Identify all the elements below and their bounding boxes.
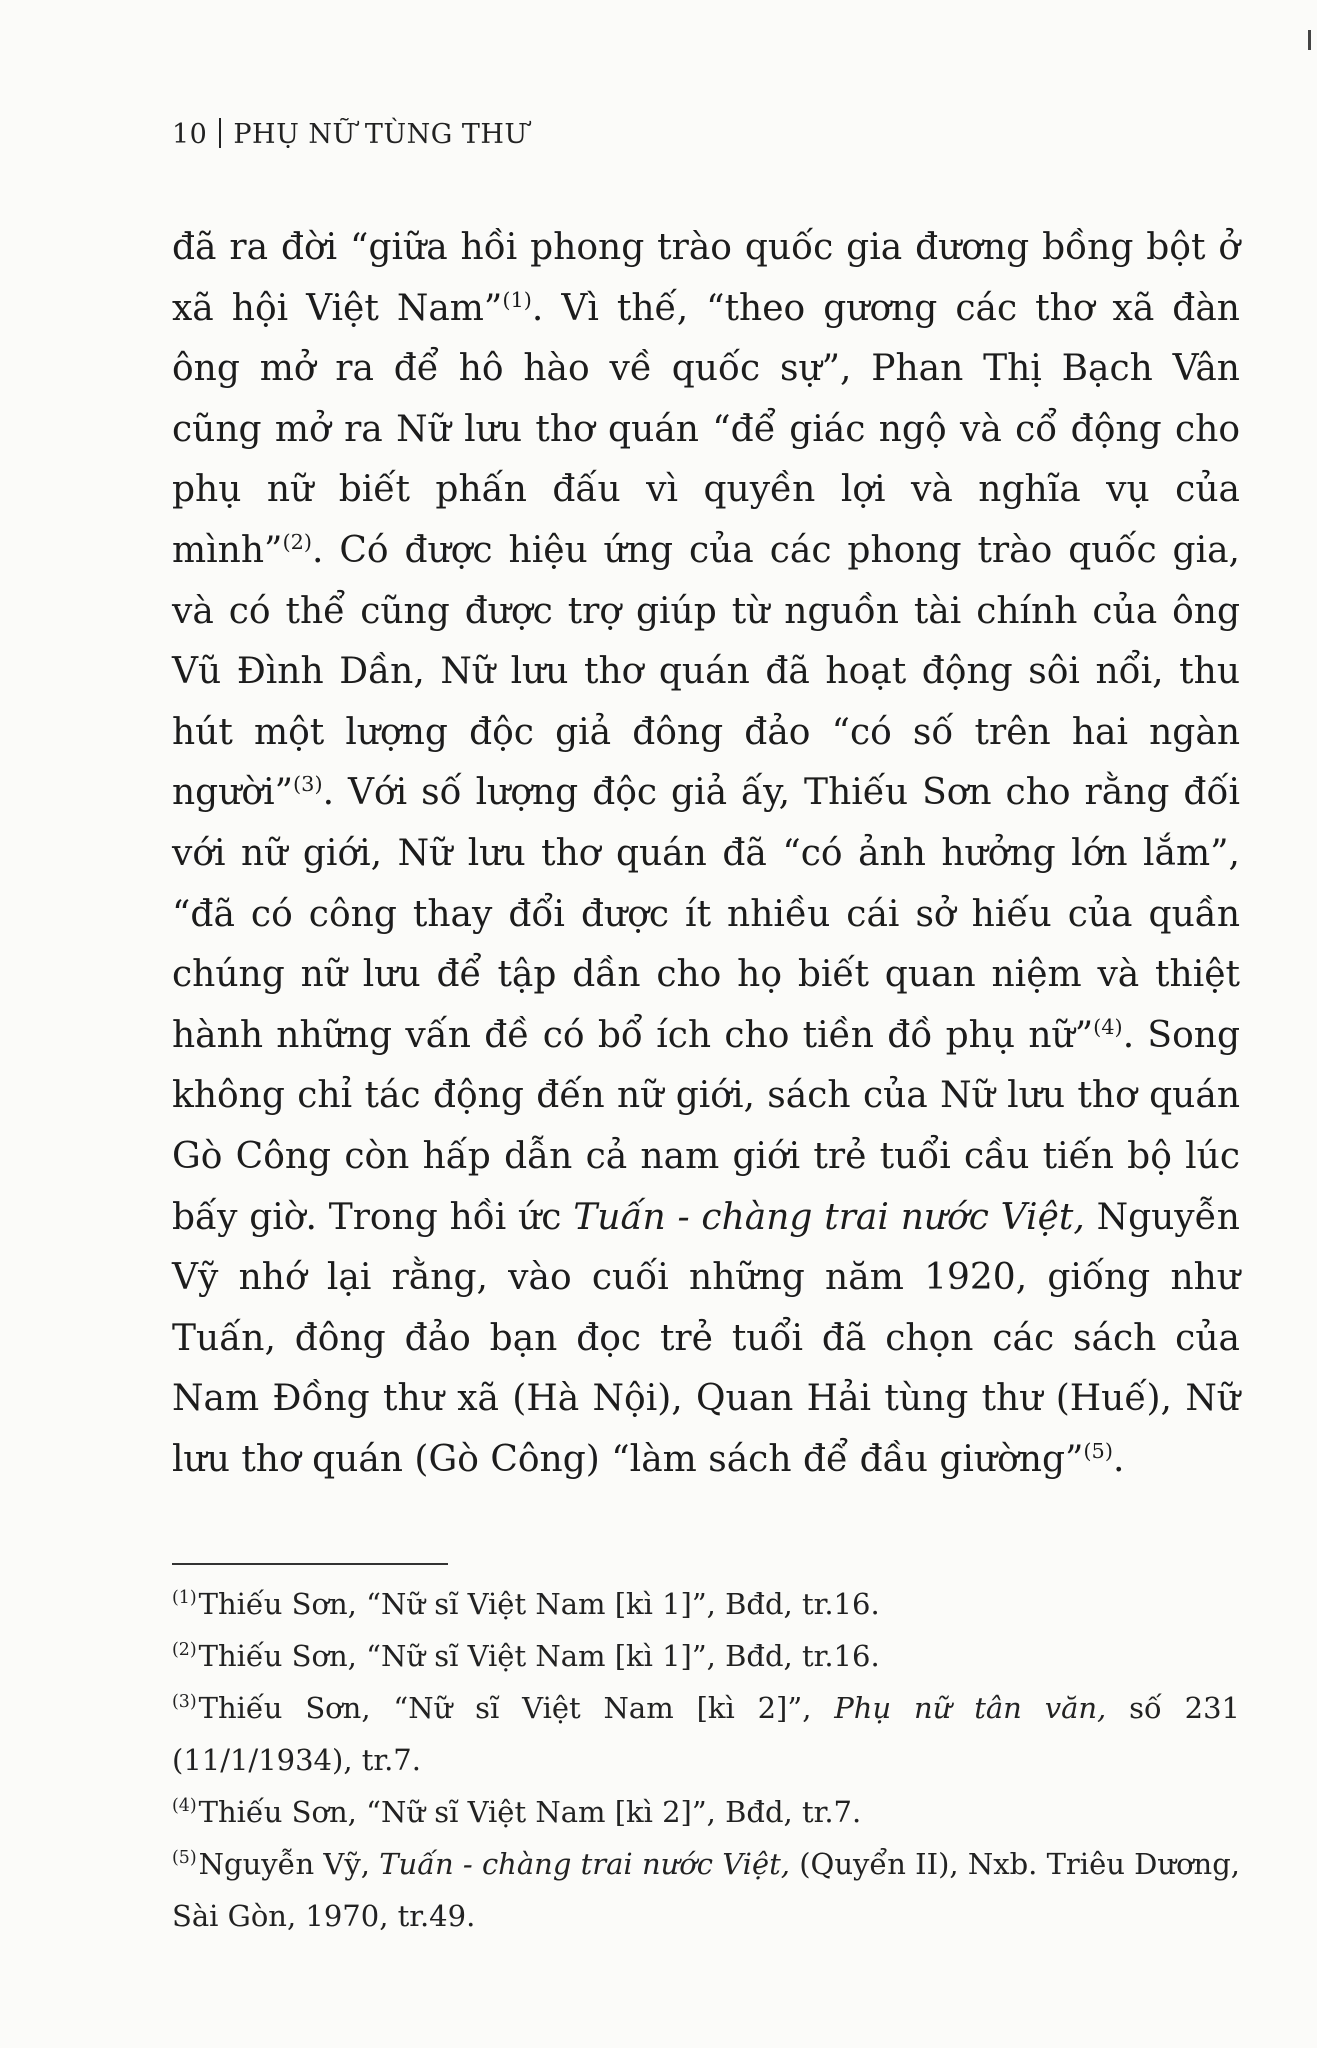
text-segment: . Có được hiệu ứng của các phong trào quốc gia, và có thể cũng được trợ giúp từ nguồn tài chính của ông Vũ Đình Dần, Nữ lưu thơ quán đã hoạt động sôi nổi, thu hút một lượng độc giả đông đảo “có số trên hai ngàn người”	[172, 529, 1240, 814]
footnote-ref-4: (4)	[1093, 1014, 1123, 1039]
footnote-ref-1: (1)	[502, 287, 532, 312]
footnote-italic-title: Tuấn - chàng trai nước Việt,	[379, 1847, 790, 1881]
footnote-text: Thiếu Sơn, “Nữ sĩ Việt Nam [kì 2]”, Bđd, tr.7.	[198, 1795, 862, 1829]
text-segment: . Song không chỉ tác động đến nữ giới, sách của Nữ lưu thơ quán Gò Công còn hấp dẫn cả nam giới trẻ tuổi cầu tiến bộ lúc bấy giờ. Trong hồi ức	[172, 1014, 1241, 1238]
text-segment: .	[1112, 1438, 1125, 1480]
footnote-italic-title: Phụ nữ tân văn,	[834, 1691, 1107, 1725]
running-header	[172, 118, 528, 150]
footnote-4	[172, 1786, 1240, 1838]
footnote-ref-2: (2)	[282, 529, 313, 554]
footnote-mark: (4)	[172, 1796, 197, 1817]
footnote-ref-3: (3)	[293, 772, 323, 797]
footnote-text: Thiếu Sơn, “Nữ sĩ Việt Nam [kì 1]”, Bđd, tr.16.	[198, 1639, 880, 1673]
footnote-text: Nguyễn Vỹ,	[198, 1847, 380, 1881]
footnote-mark: (1)	[172, 1588, 197, 1609]
footnote-3	[172, 1682, 1240, 1786]
footnote-text: số 231 (11/1/1934), tr.7.	[172, 1691, 1240, 1777]
footnote-mark: (2)	[172, 1640, 197, 1661]
book-title-italic: Tuấn - chàng trai nước Việt,	[573, 1196, 1085, 1238]
book-title: PHỤ NỮ TÙNG THƯ	[233, 119, 528, 150]
footnote-ref-5: (5)	[1083, 1438, 1113, 1463]
footnote-rule	[172, 1563, 448, 1565]
footnote-text: Thiếu Sơn, “Nữ sĩ Việt Nam [kì 2]”,	[198, 1691, 835, 1725]
footnote-mark: (5)	[172, 1848, 197, 1869]
page-number: 10	[172, 119, 208, 150]
footnote-5	[172, 1838, 1240, 1942]
text-segment: đã ra đời “giữa hồi phong trào quốc gia đương bồng bột ở xã hội Việt Nam”	[172, 227, 1240, 329]
footnote-mark: (3)	[172, 1692, 197, 1713]
main-paragraph	[172, 218, 1240, 1490]
text-segment: . Vì thế, “theo gương các thơ xã đàn ông mở ra để hô hào về quốc sự”, Phan Thị Bạch Vân cũng mở ra Nữ lưu thơ quán “để giác ngộ và cổ động cho phụ nữ biết phấn đấu vì quyền lợi và nghĩa vụ của mình”	[172, 287, 1240, 571]
text-segment: . Với số lượng độc giả ấy, Thiếu Sơn cho rằng đối với nữ giới, Nữ lưu thơ quán đã “có ảnh hưởng lớn lắm”, “đã có công thay đổi được ít nhiều cái sở hiếu của quần chúng nữ lưu để tập dần cho họ biết quan niệm và thiệt hành những vấn đề có bổ ích cho tiền đồ phụ nữ”	[172, 772, 1240, 1056]
footnote-2	[172, 1630, 1240, 1682]
footnotes-list	[172, 1578, 1240, 1942]
page-edge-mark	[1308, 30, 1311, 50]
footnote-1	[172, 1578, 1240, 1630]
header-separator	[219, 118, 221, 148]
footnote-text: (Quyển II), Nxb. Triêu Dương, Sài Gòn, 1970, tr.49.	[172, 1847, 1240, 1933]
body-text	[172, 218, 1240, 1490]
footnote-text: Thiếu Sơn, “Nữ sĩ Việt Nam [kì 1]”, Bđd, tr.16.	[198, 1587, 880, 1621]
text-segment: Nguyễn Vỹ nhớ lại rằng, vào cuối những năm 1920, giống như Tuấn, đông đảo bạn đọc trẻ tuổi đã chọn các sách của Nam Đồng thư xã (Hà Nội), Quan Hải tùng thư (Huế), Nữ lưu thơ quán (Gò Công) “làm sách để đầu giường”	[172, 1196, 1240, 1480]
